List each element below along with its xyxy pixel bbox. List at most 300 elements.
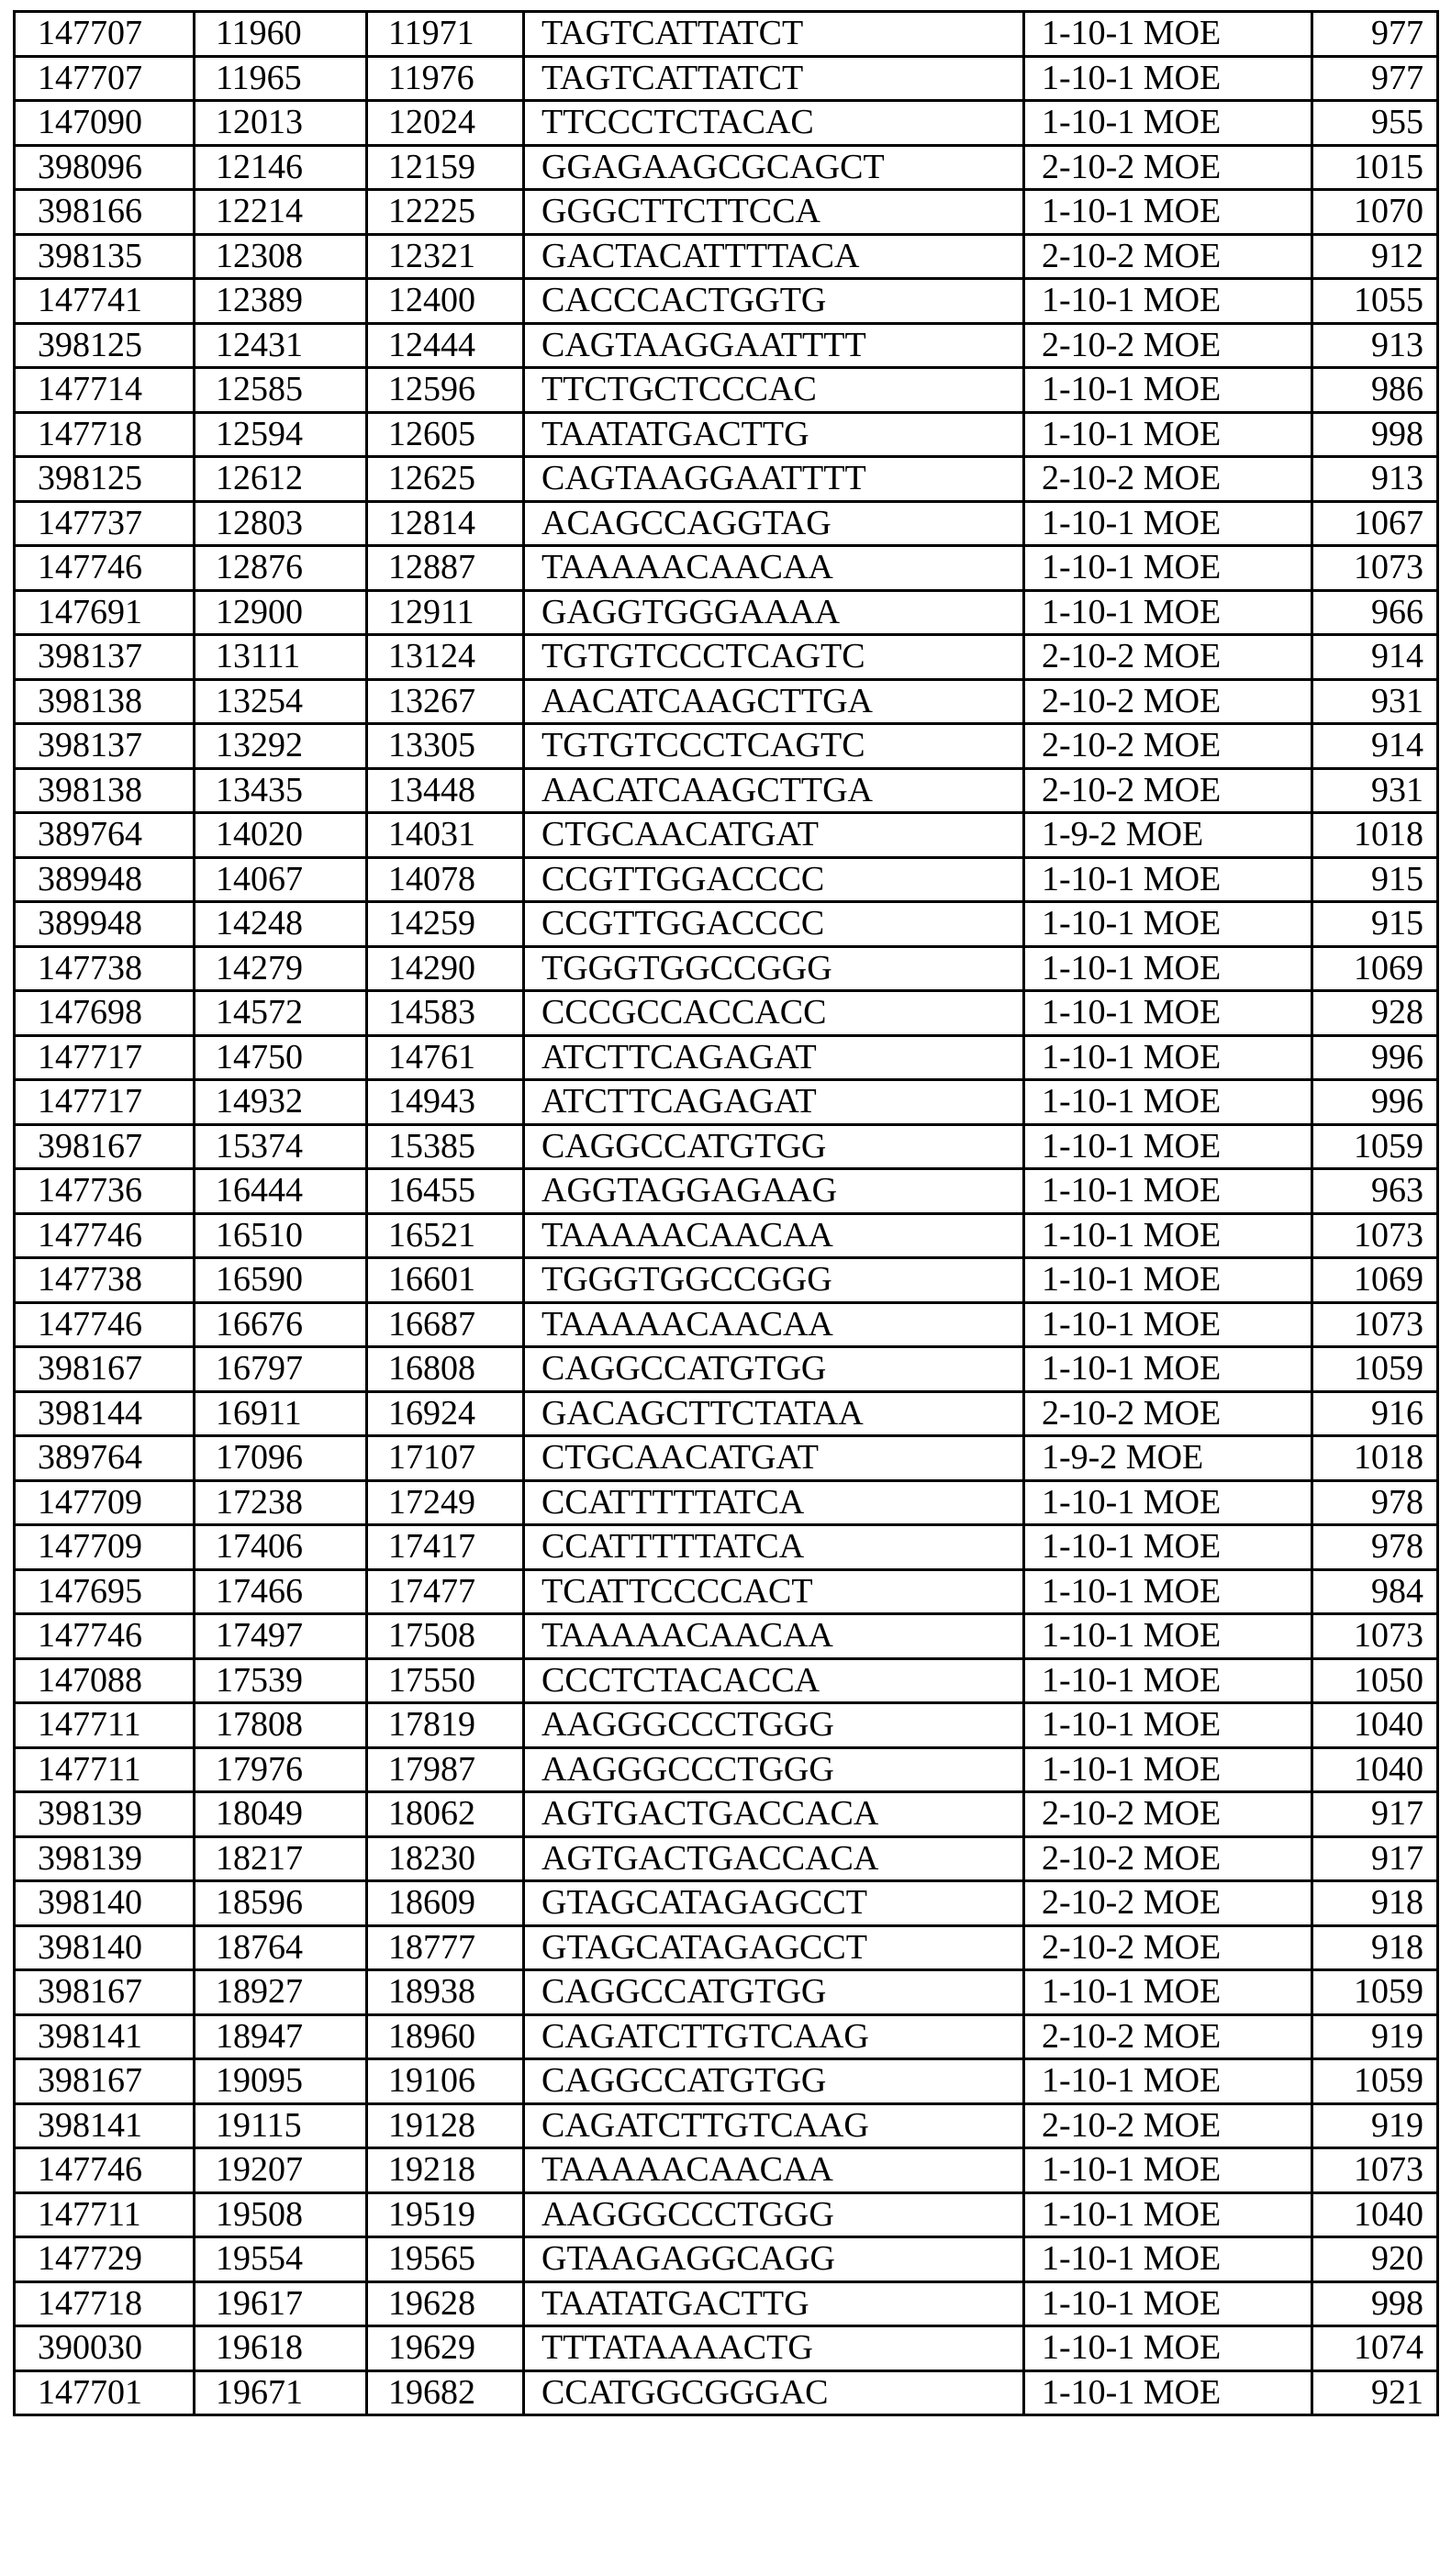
seq-id-cell: 917 <box>1312 1792 1438 1837</box>
sequence-cell: TAGTCATTATCT <box>524 56 1024 101</box>
motif-cell: 1-10-1 MOE <box>1024 1169 1312 1214</box>
table-row <box>15 1391 1438 1436</box>
seq-id-cell: 917 <box>1312 1836 1438 1881</box>
seq-id-cell: 996 <box>1312 1035 1438 1080</box>
motif-cell: 1-10-1 MOE <box>1024 2192 1312 2237</box>
target-start-cell: 12803 <box>195 501 367 546</box>
target-stop-cell: 12814 <box>367 501 524 546</box>
sequence-cell: TGGGTGGCCGGG <box>524 1258 1024 1303</box>
target-stop-cell: 17550 <box>367 1658 524 1703</box>
target-stop-cell: 12444 <box>367 323 524 368</box>
sequence-cell: CTGCAACATGAT <box>524 1436 1024 1481</box>
target-stop-cell: 11976 <box>367 56 524 101</box>
target-stop-cell: 11971 <box>367 12 524 57</box>
seq-id-cell: 919 <box>1312 2103 1438 2148</box>
sequence-cell: CAGTAAGGAATTTT <box>524 457 1024 502</box>
table-row <box>15 1035 1438 1080</box>
sequence-cell: CCATTTTTATCA <box>524 1480 1024 1525</box>
isis-number-cell: 398125 <box>15 457 195 502</box>
seq-id-cell: 918 <box>1312 1881 1438 1926</box>
seq-id-cell: 1070 <box>1312 190 1438 235</box>
target-start-cell: 18217 <box>195 1836 367 1881</box>
seq-id-cell: 1069 <box>1312 946 1438 991</box>
isis-number-cell: 147090 <box>15 101 195 146</box>
isis-number-cell: 147709 <box>15 1480 195 1525</box>
target-stop-cell: 14761 <box>367 1035 524 1080</box>
seq-id-cell: 1074 <box>1312 2326 1438 2371</box>
sequence-cell: TTCTGCTCCCAC <box>524 368 1024 413</box>
motif-cell: 1-10-1 MOE <box>1024 190 1312 235</box>
seq-id-cell: 977 <box>1312 12 1438 57</box>
seq-id-cell: 1040 <box>1312 1747 1438 1792</box>
table-row <box>15 2370 1438 2415</box>
table-row <box>15 1836 1438 1881</box>
target-start-cell: 17808 <box>195 1703 367 1748</box>
motif-cell: 1-10-1 MOE <box>1024 1747 1312 1792</box>
target-stop-cell: 12400 <box>367 279 524 324</box>
seq-id-cell: 1069 <box>1312 1258 1438 1303</box>
isis-number-cell: 389948 <box>15 902 195 947</box>
target-stop-cell: 18938 <box>367 1970 524 2015</box>
target-stop-cell: 17477 <box>367 1569 524 1614</box>
sequence-cell: ATCTTCAGAGAT <box>524 1035 1024 1080</box>
isis-number-cell: 147711 <box>15 1703 195 1748</box>
table-row <box>15 1347 1438 1392</box>
motif-cell: 1-10-1 MOE <box>1024 1658 1312 1703</box>
sequence-cell: CAGGCCATGTGG <box>524 1124 1024 1169</box>
motif-cell: 2-10-2 MOE <box>1024 234 1312 279</box>
target-start-cell: 19671 <box>195 2370 367 2415</box>
motif-cell: 1-10-1 MOE <box>1024 946 1312 991</box>
target-start-cell: 17976 <box>195 1747 367 1792</box>
target-stop-cell: 19682 <box>367 2370 524 2415</box>
target-stop-cell: 16521 <box>367 1213 524 1258</box>
target-start-cell: 14248 <box>195 902 367 947</box>
sequence-cell: GAGGTGGGAAAA <box>524 590 1024 635</box>
sequence-cell: GGGCTTCTTCCA <box>524 190 1024 235</box>
target-start-cell: 13292 <box>195 724 367 769</box>
isis-number-cell: 389948 <box>15 857 195 902</box>
seq-id-cell: 998 <box>1312 2281 1438 2326</box>
motif-cell: 2-10-2 MOE <box>1024 1881 1312 1926</box>
target-stop-cell: 15385 <box>367 1124 524 1169</box>
table-row <box>15 1747 1438 1792</box>
motif-cell: 1-10-1 MOE <box>1024 12 1312 57</box>
table-row <box>15 2014 1438 2059</box>
seq-id-cell: 1040 <box>1312 2192 1438 2237</box>
motif-cell: 1-10-1 MOE <box>1024 546 1312 591</box>
sequence-cell: GTAAGAGGCAGG <box>524 2237 1024 2282</box>
motif-cell: 2-10-2 MOE <box>1024 1836 1312 1881</box>
motif-cell: 2-10-2 MOE <box>1024 724 1312 769</box>
table-row <box>15 902 1438 947</box>
isis-number-cell: 398125 <box>15 323 195 368</box>
target-start-cell: 17096 <box>195 1436 367 1481</box>
table-row <box>15 2237 1438 2282</box>
sequence-cell: CCATGGCGGGAC <box>524 2370 1024 2415</box>
table-row <box>15 457 1438 502</box>
motif-cell: 1-9-2 MOE <box>1024 813 1312 858</box>
table-row <box>15 1881 1438 1926</box>
sequence-cell: TAAAAACAACAA <box>524 1302 1024 1347</box>
target-stop-cell: 12225 <box>367 190 524 235</box>
target-start-cell: 13435 <box>195 768 367 813</box>
target-start-cell: 14020 <box>195 813 367 858</box>
isis-number-cell: 147717 <box>15 1080 195 1125</box>
target-start-cell: 19554 <box>195 2237 367 2282</box>
motif-cell: 1-10-1 MOE <box>1024 1614 1312 1659</box>
isis-number-cell: 389764 <box>15 813 195 858</box>
target-start-cell: 12876 <box>195 546 367 591</box>
sequence-cell: CCGTTGGACCCC <box>524 857 1024 902</box>
target-start-cell: 16797 <box>195 1347 367 1392</box>
motif-cell: 1-10-1 MOE <box>1024 991 1312 1036</box>
sequence-cell: GACAGCTTCTATAA <box>524 1391 1024 1436</box>
table-row <box>15 323 1438 368</box>
isis-number-cell: 147738 <box>15 1258 195 1303</box>
sequence-cell: CAGTAAGGAATTTT <box>524 323 1024 368</box>
target-stop-cell: 12625 <box>367 457 524 502</box>
table-row <box>15 2192 1438 2237</box>
motif-cell: 1-10-1 MOE <box>1024 1347 1312 1392</box>
target-stop-cell: 17987 <box>367 1747 524 1792</box>
table-row <box>15 2281 1438 2326</box>
sequence-cell: CAGATCTTGTCAAG <box>524 2014 1024 2059</box>
motif-cell: 2-10-2 MOE <box>1024 2103 1312 2148</box>
table-row <box>15 991 1438 1036</box>
sequence-cell: TAAAAACAACAA <box>524 1614 1024 1659</box>
seq-id-cell: 977 <box>1312 56 1438 101</box>
table-row <box>15 857 1438 902</box>
sequence-cell: CAGGCCATGTGG <box>524 1347 1024 1392</box>
target-stop-cell: 17249 <box>367 1480 524 1525</box>
target-start-cell: 16676 <box>195 1302 367 1347</box>
target-stop-cell: 13305 <box>367 724 524 769</box>
motif-cell: 1-10-1 MOE <box>1024 1703 1312 1748</box>
target-start-cell: 14750 <box>195 1035 367 1080</box>
target-start-cell: 17466 <box>195 1569 367 1614</box>
isis-number-cell: 147736 <box>15 1169 195 1214</box>
sequence-cell: TGGGTGGCCGGG <box>524 946 1024 991</box>
target-stop-cell: 18609 <box>367 1881 524 1926</box>
target-start-cell: 13254 <box>195 679 367 724</box>
table-row <box>15 1169 1438 1214</box>
oligonucleotide-table <box>13 10 1439 2416</box>
motif-cell: 2-10-2 MOE <box>1024 679 1312 724</box>
table-body <box>15 12 1438 2415</box>
motif-cell: 1-10-1 MOE <box>1024 590 1312 635</box>
sequence-cell: CCCTCTACACCA <box>524 1658 1024 1703</box>
isis-number-cell: 147711 <box>15 2192 195 2237</box>
seq-id-cell: 1059 <box>1312 1347 1438 1392</box>
target-stop-cell: 12887 <box>367 546 524 591</box>
table-row <box>15 56 1438 101</box>
table-row <box>15 813 1438 858</box>
target-start-cell: 19115 <box>195 2103 367 2148</box>
sequence-cell: AACATCAAGCTTGA <box>524 768 1024 813</box>
isis-number-cell: 147718 <box>15 412 195 457</box>
isis-number-cell: 147746 <box>15 1302 195 1347</box>
motif-cell: 1-10-1 MOE <box>1024 2237 1312 2282</box>
target-stop-cell: 12321 <box>367 234 524 279</box>
isis-number-cell: 147717 <box>15 1035 195 1080</box>
target-start-cell: 17539 <box>195 1658 367 1703</box>
sequence-cell: ATCTTCAGAGAT <box>524 1080 1024 1125</box>
target-start-cell: 17497 <box>195 1614 367 1659</box>
seq-id-cell: 1073 <box>1312 546 1438 591</box>
target-stop-cell: 14583 <box>367 991 524 1036</box>
target-start-cell: 19508 <box>195 2192 367 2237</box>
seq-id-cell: 1018 <box>1312 1436 1438 1481</box>
target-start-cell: 12585 <box>195 368 367 413</box>
target-stop-cell: 12024 <box>367 101 524 146</box>
motif-cell: 1-10-1 MOE <box>1024 857 1312 902</box>
isis-number-cell: 398141 <box>15 2103 195 2148</box>
seq-id-cell: 919 <box>1312 2014 1438 2059</box>
sequence-cell: TAGTCATTATCT <box>524 12 1024 57</box>
target-start-cell: 12594 <box>195 412 367 457</box>
motif-cell: 1-10-1 MOE <box>1024 1569 1312 1614</box>
table-row <box>15 1925 1438 1970</box>
seq-id-cell: 998 <box>1312 412 1438 457</box>
target-stop-cell: 17508 <box>367 1614 524 1659</box>
sequence-cell: AGTGACTGACCACA <box>524 1792 1024 1837</box>
sequence-cell: AAGGGCCCTGGG <box>524 1747 1024 1792</box>
table-row <box>15 2059 1438 2104</box>
target-start-cell: 19618 <box>195 2326 367 2371</box>
motif-cell: 1-10-1 MOE <box>1024 101 1312 146</box>
sequence-cell: TAATATGACTTG <box>524 412 1024 457</box>
sequence-cell: TAAAAACAACAA <box>524 546 1024 591</box>
seq-id-cell: 1015 <box>1312 145 1438 190</box>
table-row <box>15 2148 1438 2193</box>
table-row <box>15 1302 1438 1347</box>
isis-number-cell: 147741 <box>15 279 195 324</box>
target-stop-cell: 12605 <box>367 412 524 457</box>
motif-cell: 1-10-1 MOE <box>1024 1970 1312 2015</box>
isis-number-cell: 398096 <box>15 145 195 190</box>
isis-number-cell: 147729 <box>15 2237 195 2282</box>
motif-cell: 1-10-1 MOE <box>1024 501 1312 546</box>
sequence-cell: TAAAAACAACAA <box>524 1213 1024 1258</box>
isis-number-cell: 398167 <box>15 2059 195 2104</box>
motif-cell: 1-10-1 MOE <box>1024 1302 1312 1347</box>
target-stop-cell: 13448 <box>367 768 524 813</box>
target-start-cell: 12214 <box>195 190 367 235</box>
target-start-cell: 16590 <box>195 1258 367 1303</box>
seq-id-cell: 963 <box>1312 1169 1438 1214</box>
motif-cell: 1-10-1 MOE <box>1024 1525 1312 1570</box>
isis-number-cell: 398167 <box>15 1970 195 2015</box>
target-stop-cell: 19106 <box>367 2059 524 2104</box>
motif-cell: 2-10-2 MOE <box>1024 1925 1312 1970</box>
table-row <box>15 101 1438 146</box>
isis-number-cell: 398138 <box>15 679 195 724</box>
seq-id-cell: 1073 <box>1312 1213 1438 1258</box>
isis-number-cell: 398140 <box>15 1925 195 1970</box>
motif-cell: 1-10-1 MOE <box>1024 412 1312 457</box>
seq-id-cell: 915 <box>1312 902 1438 947</box>
target-start-cell: 12146 <box>195 145 367 190</box>
isis-number-cell: 147691 <box>15 590 195 635</box>
target-start-cell: 14067 <box>195 857 367 902</box>
isis-number-cell: 398167 <box>15 1124 195 1169</box>
isis-number-cell: 398135 <box>15 234 195 279</box>
seq-id-cell: 928 <box>1312 991 1438 1036</box>
target-stop-cell: 17417 <box>367 1525 524 1570</box>
target-stop-cell: 14031 <box>367 813 524 858</box>
motif-cell: 2-10-2 MOE <box>1024 457 1312 502</box>
sequence-cell: CCATTTTTATCA <box>524 1525 1024 1570</box>
table-row <box>15 1970 1438 2015</box>
target-start-cell: 18049 <box>195 1792 367 1837</box>
target-stop-cell: 14259 <box>367 902 524 947</box>
isis-number-cell: 147711 <box>15 1747 195 1792</box>
target-start-cell: 15374 <box>195 1124 367 1169</box>
motif-cell: 1-10-1 MOE <box>1024 1124 1312 1169</box>
target-start-cell: 18927 <box>195 1970 367 2015</box>
motif-cell: 2-10-2 MOE <box>1024 1792 1312 1837</box>
target-stop-cell: 14078 <box>367 857 524 902</box>
target-stop-cell: 14290 <box>367 946 524 991</box>
target-stop-cell: 18230 <box>367 1836 524 1881</box>
motif-cell: 1-10-1 MOE <box>1024 2326 1312 2371</box>
sequence-cell: TAAAAACAACAA <box>524 2148 1024 2193</box>
motif-cell: 1-10-1 MOE <box>1024 2281 1312 2326</box>
seq-id-cell: 996 <box>1312 1080 1438 1125</box>
seq-id-cell: 1073 <box>1312 2148 1438 2193</box>
seq-id-cell: 1059 <box>1312 1124 1438 1169</box>
motif-cell: 1-10-1 MOE <box>1024 1213 1312 1258</box>
table-row <box>15 590 1438 635</box>
sequence-cell: AACATCAAGCTTGA <box>524 679 1024 724</box>
seq-id-cell: 1055 <box>1312 279 1438 324</box>
isis-number-cell: 398140 <box>15 1881 195 1926</box>
seq-id-cell: 1018 <box>1312 813 1438 858</box>
sequence-cell: AAGGGCCCTGGG <box>524 2192 1024 2237</box>
sequence-cell: TGTGTCCCTCAGTC <box>524 724 1024 769</box>
target-start-cell: 14932 <box>195 1080 367 1125</box>
target-start-cell: 12013 <box>195 101 367 146</box>
target-stop-cell: 18062 <box>367 1792 524 1837</box>
table-row <box>15 1480 1438 1525</box>
target-start-cell: 19095 <box>195 2059 367 2104</box>
target-start-cell: 19207 <box>195 2148 367 2193</box>
sequence-cell: TTCCCTCTACAC <box>524 101 1024 146</box>
target-stop-cell: 12596 <box>367 368 524 413</box>
isis-number-cell: 398166 <box>15 190 195 235</box>
motif-cell: 1-9-2 MOE <box>1024 1436 1312 1481</box>
isis-number-cell: 398137 <box>15 635 195 680</box>
table-row <box>15 2103 1438 2148</box>
target-start-cell: 19617 <box>195 2281 367 2326</box>
target-start-cell: 12900 <box>195 590 367 635</box>
sequence-cell: CTGCAACATGAT <box>524 813 1024 858</box>
motif-cell: 1-10-1 MOE <box>1024 279 1312 324</box>
seq-id-cell: 978 <box>1312 1480 1438 1525</box>
isis-number-cell: 147746 <box>15 1213 195 1258</box>
target-start-cell: 17406 <box>195 1525 367 1570</box>
target-start-cell: 12308 <box>195 234 367 279</box>
sequence-cell: ACAGCCAGGTAG <box>524 501 1024 546</box>
table-row <box>15 679 1438 724</box>
sequence-cell: GACTACATTTTACA <box>524 234 1024 279</box>
sequence-cell: TAATATGACTTG <box>524 2281 1024 2326</box>
target-start-cell: 16444 <box>195 1169 367 1214</box>
sequence-cell: CCGTTGGACCCC <box>524 902 1024 947</box>
target-start-cell: 12431 <box>195 323 367 368</box>
seq-id-cell: 931 <box>1312 679 1438 724</box>
table-row <box>15 1569 1438 1614</box>
table-row <box>15 368 1438 413</box>
seq-id-cell: 1073 <box>1312 1614 1438 1659</box>
isis-number-cell: 398144 <box>15 1391 195 1436</box>
seq-id-cell: 978 <box>1312 1525 1438 1570</box>
seq-id-cell: 955 <box>1312 101 1438 146</box>
motif-cell: 1-10-1 MOE <box>1024 368 1312 413</box>
seq-id-cell: 918 <box>1312 1925 1438 1970</box>
sequence-cell: CAGGCCATGTGG <box>524 1970 1024 2015</box>
motif-cell: 1-10-1 MOE <box>1024 2059 1312 2104</box>
isis-number-cell: 147695 <box>15 1569 195 1614</box>
sequence-cell: CACCCACTGGTG <box>524 279 1024 324</box>
sequence-cell: AGTGACTGACCACA <box>524 1836 1024 1881</box>
target-start-cell: 13111 <box>195 635 367 680</box>
target-start-cell: 16510 <box>195 1213 367 1258</box>
isis-number-cell: 398139 <box>15 1792 195 1837</box>
seq-id-cell: 921 <box>1312 2370 1438 2415</box>
target-stop-cell: 19628 <box>367 2281 524 2326</box>
table-row <box>15 1213 1438 1258</box>
target-start-cell: 12389 <box>195 279 367 324</box>
table-row <box>15 1525 1438 1570</box>
motif-cell: 1-10-1 MOE <box>1024 56 1312 101</box>
target-start-cell: 14572 <box>195 991 367 1036</box>
target-start-cell: 18764 <box>195 1925 367 1970</box>
isis-number-cell: 147709 <box>15 1525 195 1570</box>
target-stop-cell: 16601 <box>367 1258 524 1303</box>
sequence-cell: AGGTAGGAGAAG <box>524 1169 1024 1214</box>
motif-cell: 1-10-1 MOE <box>1024 1035 1312 1080</box>
target-start-cell: 18596 <box>195 1881 367 1926</box>
motif-cell: 1-10-1 MOE <box>1024 1080 1312 1125</box>
isis-number-cell: 398137 <box>15 724 195 769</box>
sequence-cell: GTAGCATAGAGCCT <box>524 1925 1024 1970</box>
isis-number-cell: 147738 <box>15 946 195 991</box>
target-stop-cell: 18777 <box>367 1925 524 1970</box>
isis-number-cell: 390030 <box>15 2326 195 2371</box>
sequence-cell: TGTGTCCCTCAGTC <box>524 635 1024 680</box>
isis-number-cell: 147088 <box>15 1658 195 1703</box>
motif-cell: 2-10-2 MOE <box>1024 145 1312 190</box>
target-start-cell: 14279 <box>195 946 367 991</box>
motif-cell: 1-10-1 MOE <box>1024 2370 1312 2415</box>
isis-number-cell: 147698 <box>15 991 195 1036</box>
table-row <box>15 768 1438 813</box>
table-row <box>15 946 1438 991</box>
motif-cell: 1-10-1 MOE <box>1024 2148 1312 2193</box>
target-stop-cell: 12159 <box>367 145 524 190</box>
target-stop-cell: 14943 <box>367 1080 524 1125</box>
target-stop-cell: 19128 <box>367 2103 524 2148</box>
target-start-cell: 18947 <box>195 2014 367 2059</box>
target-stop-cell: 19629 <box>367 2326 524 2371</box>
motif-cell: 1-10-1 MOE <box>1024 1258 1312 1303</box>
target-start-cell: 16911 <box>195 1391 367 1436</box>
sequence-cell: TTTATAAAACTG <box>524 2326 1024 2371</box>
table-row <box>15 501 1438 546</box>
target-start-cell: 11960 <box>195 12 367 57</box>
